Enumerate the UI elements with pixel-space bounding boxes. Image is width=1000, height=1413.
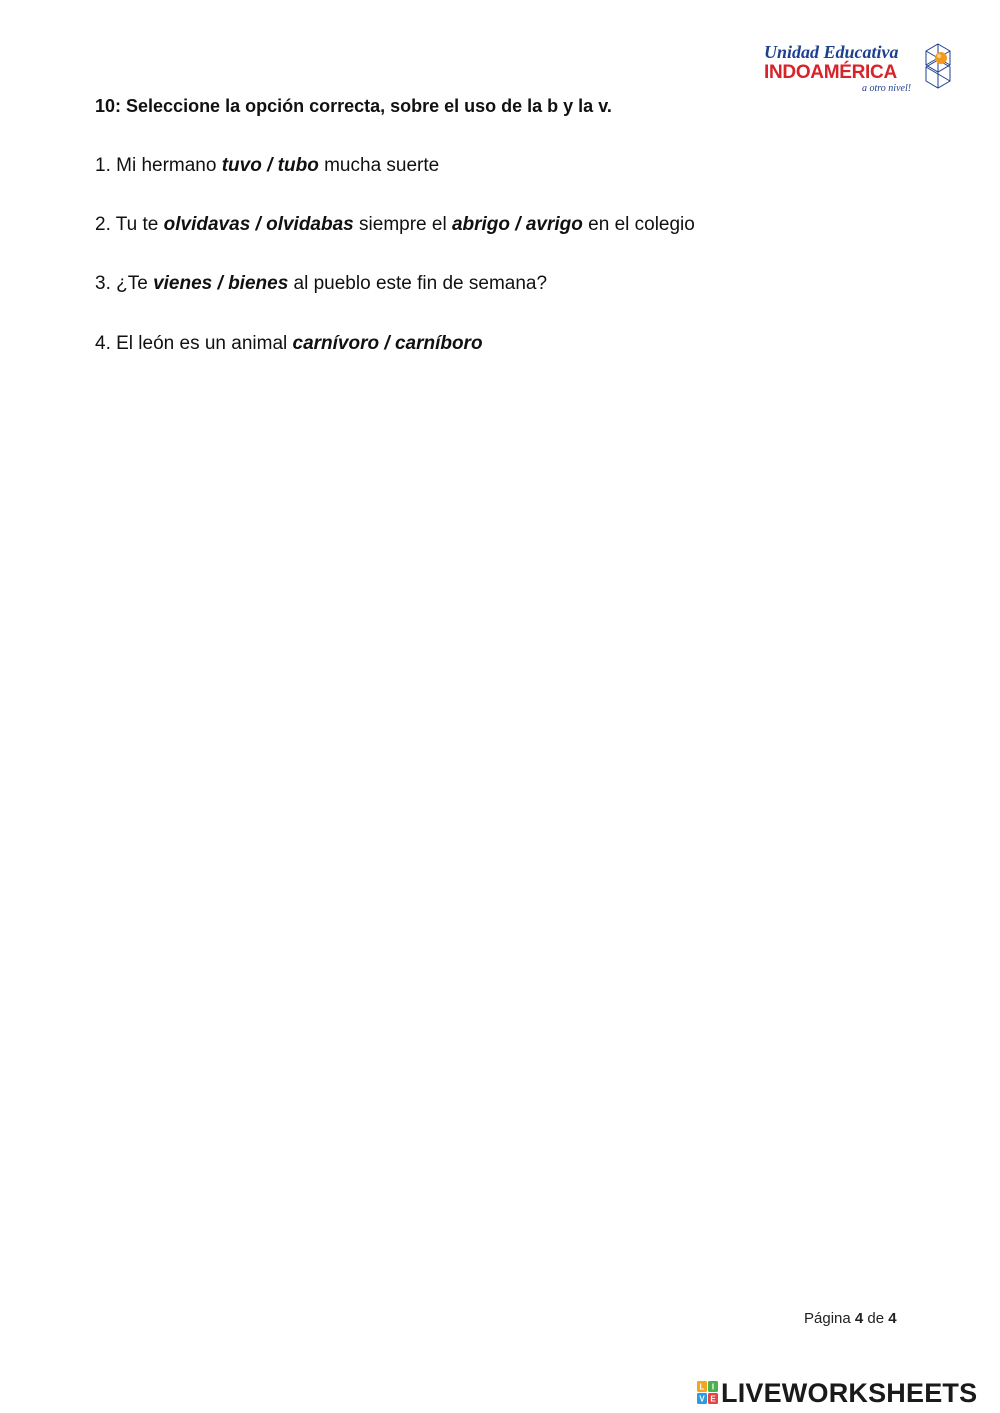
answer-options[interactable]: abrigo / avrigo xyxy=(451,214,583,235)
logo-tagline: a otro nivel! xyxy=(862,83,912,94)
answer-options[interactable]: olvidavas / olvidabas xyxy=(163,214,354,235)
question-4 xyxy=(95,333,483,355)
exercise-title: 10: Seleccione la opción correcta, sobre el uso de la b y la v. xyxy=(95,96,612,116)
liveworksheets-wordmark: LIVEWORKSHEETS xyxy=(721,1378,978,1408)
badge-letter: V xyxy=(699,1394,705,1404)
question-text: 3. ¿Te xyxy=(95,273,154,294)
question-3 xyxy=(95,273,547,295)
cube-logo-icon xyxy=(924,42,952,90)
page-number xyxy=(804,1310,897,1327)
answer-options[interactable]: carnívoro / carníboro xyxy=(292,333,483,354)
question-text: 4. El león es un animal xyxy=(95,333,293,354)
question-text: mucha suerte xyxy=(318,155,440,176)
logo-name-line: Unidad Educativa xyxy=(764,42,899,62)
answer-options[interactable]: vienes / bienes xyxy=(153,273,289,294)
page-current: 4 xyxy=(854,1310,864,1327)
page-label: Página xyxy=(804,1310,855,1327)
question-2 xyxy=(95,214,695,236)
question-text: siempre el xyxy=(353,214,452,235)
answer-options[interactable]: tuvo / tubo xyxy=(221,155,319,176)
badge-letter: E xyxy=(710,1394,716,1404)
page-of: de xyxy=(863,1310,889,1327)
question-text: al pueblo este fin de semana? xyxy=(288,273,548,294)
page-total: 4 xyxy=(888,1310,897,1327)
question-1 xyxy=(95,155,439,177)
question-text: 1. Mi hermano xyxy=(95,155,222,176)
badge-letter: I xyxy=(711,1382,715,1392)
question-text: en el colegio xyxy=(582,214,695,235)
badge-letter: L xyxy=(699,1382,705,1392)
liveworksheets-badge-icon xyxy=(697,1381,719,1405)
school-logo xyxy=(758,40,958,100)
question-text: 2. Tu te xyxy=(95,214,164,235)
logo-brand-line: INDOAMÉRICA xyxy=(764,62,897,83)
